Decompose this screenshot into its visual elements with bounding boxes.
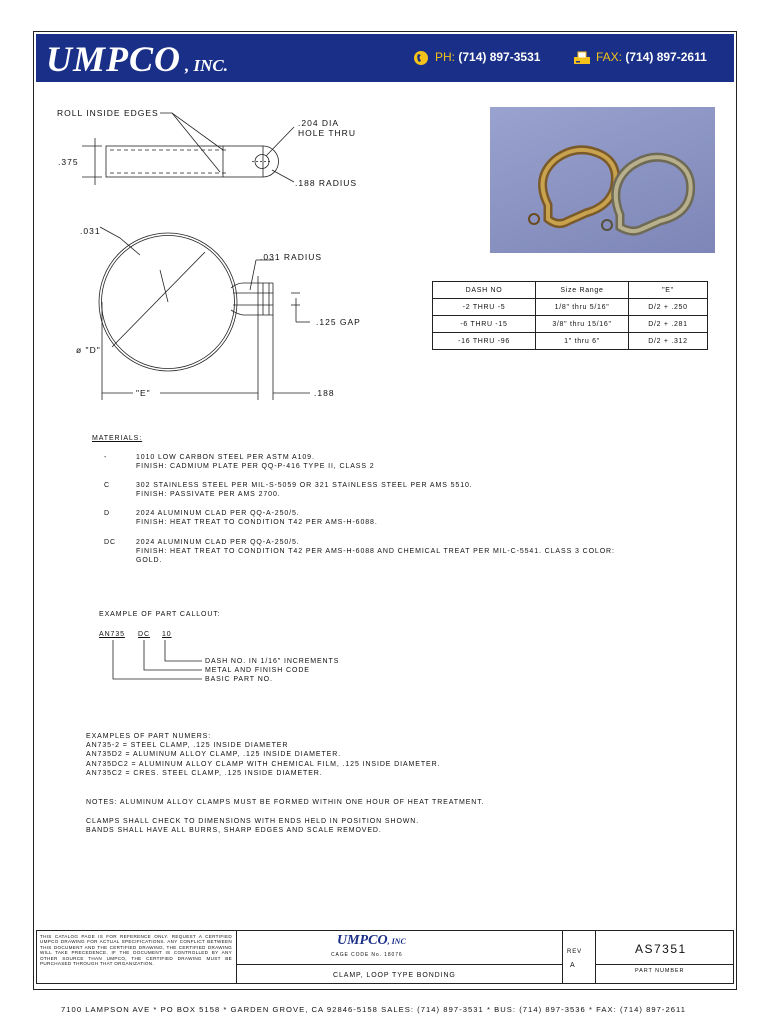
table-cell: 3/8" thru 15/16" bbox=[536, 316, 629, 333]
material-line: FINISH: HEAT TREAT TO CONDITION T42 PER AMS-H-6088. bbox=[136, 519, 378, 526]
clamp-drawing bbox=[40, 100, 420, 410]
example-line: AN735-2 = STEEL CLAMP, .125 INSIDE DIAMETER bbox=[86, 742, 289, 749]
label-dim-188: .188 bbox=[314, 388, 335, 398]
fax-contact: FAX: (714) 897-2611 bbox=[572, 50, 707, 66]
label-radius-188: .188 RADIUS bbox=[295, 178, 358, 188]
table-cell: D/2 + .281 bbox=[629, 316, 708, 333]
table-cell: D/2 + .312 bbox=[629, 333, 708, 350]
material-line: 2024 ALUMINUM CLAD PER QQ-A-250/5. bbox=[136, 539, 300, 546]
rev-value: A bbox=[570, 962, 576, 969]
label-roll-inside-edges: ROLL INSIDE EDGES bbox=[57, 108, 159, 118]
callout-desc: METAL AND FINISH CODE bbox=[205, 667, 310, 674]
table-cell: D/2 + .250 bbox=[629, 299, 708, 316]
note-line: BANDS SHALL HAVE ALL BURRS, SHARP EDGES AND SCALE REMOVED. bbox=[86, 827, 382, 834]
table-cell: -16 THRU -96 bbox=[433, 333, 536, 350]
callout-part-base: AN735 bbox=[99, 631, 125, 638]
materials-heading: MATERIALS: bbox=[92, 435, 143, 442]
callout-heading: EXAMPLE OF PART CALLOUT: bbox=[99, 611, 221, 618]
table-cell: 1/8" thru 5/16" bbox=[536, 299, 629, 316]
material-line: 2024 ALUMINUM CLAD PER QQ-A-250/5. bbox=[136, 510, 300, 517]
callout-desc: DASH NO. IN 1/16" INCREMENTS bbox=[205, 658, 340, 665]
label-dia-d: ø "D" bbox=[76, 345, 101, 355]
example-line: AN735C2 = CRES. STEEL CLAMP, .125 INSIDE DIAMETER. bbox=[86, 770, 323, 777]
part-number: AS7351 bbox=[635, 942, 687, 956]
phone-icon bbox=[411, 50, 431, 66]
table-cell: -2 THRU -5 bbox=[433, 299, 536, 316]
side-view-strip bbox=[106, 146, 263, 177]
table-header-cell: "E" bbox=[629, 282, 708, 299]
material-line: GOLD. bbox=[136, 557, 163, 564]
product-photo bbox=[490, 107, 715, 253]
callout-desc: BASIC PART NO. bbox=[205, 676, 273, 683]
material-code: - bbox=[104, 454, 108, 461]
label-radius-031: .031 RADIUS bbox=[260, 252, 323, 262]
examples-heading: EXAMPLES OF PART NUMERS: bbox=[86, 733, 212, 740]
table-header-cell: DASH NO bbox=[433, 282, 536, 299]
callout-part-dash: 10 bbox=[162, 631, 172, 638]
part-number-label: PART NUMBER bbox=[635, 968, 685, 974]
label-dim-e: "E" bbox=[136, 388, 151, 398]
material-code: DC bbox=[104, 539, 116, 546]
table-cell: -6 THRU -15 bbox=[433, 316, 536, 333]
label-width: .375 bbox=[58, 157, 79, 167]
table-header-cell: Size Range bbox=[536, 282, 629, 299]
example-line: AN735D2 = ALUMINUM ALLOY CLAMP, .125 INSIDE DIAMETER. bbox=[86, 751, 341, 758]
callout-leaders bbox=[100, 638, 210, 688]
material-line: FINISH: HEAT TREAT TO CONDITION T42 PER AMS-H-6088 AND CHEMICAL TREAT PER MIL-C-5541. CLASS 3 COLOR: bbox=[136, 548, 615, 555]
example-line: AN735DC2 = ALUMINUM ALLOY CLAMP WITH CHEMICAL FILM, .125 INSIDE DIAMETER. bbox=[86, 761, 441, 768]
footer-address: 7100 LAMPSON AVE * PO BOX 5158 * GARDEN GROVE, CA 92846-5158 SALES: (714) 897-3531 * BUS: (714) 897-3536 * FAX: (714) 897-2611 bbox=[61, 1005, 687, 1014]
material-line: 1010 LOW CARBON STEEL PER ASTM A109. bbox=[136, 454, 315, 461]
note-line: CLAMPS SHALL CHECK TO DIMENSIONS WITH ENDS HELD IN POSITION SHOWN. bbox=[86, 818, 420, 825]
label-hole-dia: .204 DIA bbox=[298, 118, 340, 128]
rev-label: REV bbox=[567, 949, 583, 955]
drawing-title: CLAMP, LOOP TYPE BONDING bbox=[333, 972, 456, 979]
material-line: 302 STAINLESS STEEL PER MIL-S-5059 OR 321 STAINLESS STEEL PER AMS 5510. bbox=[136, 482, 473, 489]
material-line: FINISH: CADMIUM PLATE PER QQ-P-416 TYPE II, CLASS 2 bbox=[136, 463, 375, 470]
label-hole-thru: HOLE THRU bbox=[298, 128, 356, 138]
label-gap: .125 GAP bbox=[316, 317, 361, 327]
disclaimer-text: THIS CATALOG PAGE IS FOR REFERENCE ONLY. REQUEST A CERTIFIED UMPCO DRAWING FOR ACTUAL SPECIFICATIONS. ANY CONFLICT BETWEEN THIS DOCUMENT AND THE CERTIFIED DRAWING, THE CERTIFIED DRAWING WILL TAKE PRECEDENCE. IF THE DOCUMENT IS CONTROLLED BY ANY OTHER SOURCE THAN UMPCO, THE CERTIFIED DRAWING MUST BE PURCHASED THROUGH THAT ORGANIZATION. bbox=[40, 934, 232, 967]
dash-number-table bbox=[432, 281, 708, 350]
table-row bbox=[433, 299, 708, 316]
material-code: C bbox=[104, 482, 110, 489]
fax-icon bbox=[572, 50, 592, 66]
title-block-logo: UMPCO, INC bbox=[337, 933, 406, 948]
table-cell: 1" thru 6" bbox=[536, 333, 629, 350]
table-row bbox=[433, 316, 708, 333]
material-code: D bbox=[104, 510, 110, 517]
note-line: NOTES: ALUMINUM ALLOY CLAMPS MUST BE FORMED WITHIN ONE HOUR OF HEAT TREATMENT. bbox=[86, 799, 485, 806]
label-thickness: .031 bbox=[80, 226, 101, 236]
title-block bbox=[36, 930, 734, 984]
material-line: FINISH: PASSIVATE PER AMS 2700. bbox=[136, 491, 281, 498]
phone-contact: PH: (714) 897-3531 bbox=[411, 50, 540, 66]
cage-code: CAGE CODE No. 18076 bbox=[331, 952, 403, 958]
company-logo: UMPCO , INC. bbox=[46, 39, 228, 79]
table-row bbox=[433, 333, 708, 350]
callout-part-finish: DC bbox=[138, 631, 150, 638]
table-header-row bbox=[433, 282, 708, 299]
header-banner bbox=[36, 34, 734, 82]
